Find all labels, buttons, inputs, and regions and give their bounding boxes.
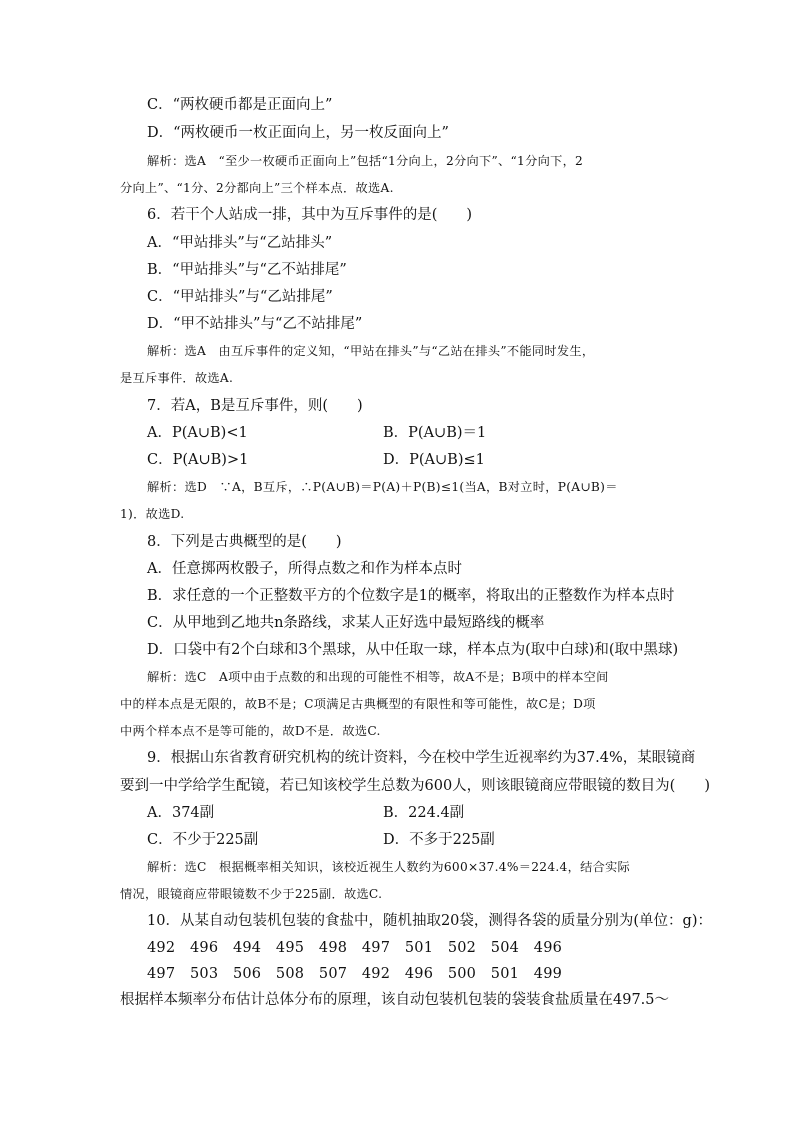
option-d-q5: D．“两枚硬币一枚正面向上，另一枚反面向上” — [147, 125, 449, 141]
option-c-q5: C．“两枚硬币都是正面向上” — [147, 97, 333, 113]
option-b-q9: B．224.4副 — [383, 805, 465, 821]
solution-q6-line2: 是互斥事件．故选A. — [120, 371, 234, 385]
solution-q5-line1: 解析：选A “至少一枚硬币正面向上”包括“1分向上，2分向下”、“1分向下，2 — [147, 154, 584, 168]
solution-q5-line2: 分向上”、“1分、2分都向上”三个样本点．故选A. — [120, 181, 394, 195]
solution-q6-line1: 解析：选A 由互斥事件的定义知，“甲站在排头”与“乙站在排头”不能同时发生， — [147, 344, 595, 358]
solution-q8-line3: 中两个样本点不是等可能的，故D不是．故选C. — [120, 724, 381, 738]
option-a-q8: A．任意掷两枚骰子，所得点数之和作为样本点时 — [147, 561, 462, 577]
solution-q8-line2: 中的样本点是无限的，故B不是；C项满足古典概型的有限性和等可能性，故C是；D项 — [120, 697, 596, 711]
option-a-q6: A．“甲站排头”与“乙站排头” — [147, 235, 333, 251]
solution-q7-line2: 1)．故选D. — [120, 507, 185, 521]
solution-q7-line1: 解析：选D ∵A，B互斥，∴P(A∪B)＝P(A)＋P(B)≤1(当A，B对立时，P(A∪B)＝ — [147, 480, 618, 494]
option-b-q7: B．P(A∪B)＝1 — [383, 425, 487, 441]
question-8: 8．下列是古典概型的是( ) — [147, 534, 342, 550]
question-7: 7．若A，B是互斥事件，则( ) — [147, 398, 363, 414]
option-b-q8: B．求任意的一个正整数平方的个位数字是1的概率，将取出的正整数作为样本点时 — [147, 588, 675, 604]
option-c-q8: C．从甲地到乙地共n条路线，求某人正好选中最短路线的概率 — [147, 615, 545, 631]
data-row-2: 497 503 506 508 507 492 496 500 501 499 — [147, 966, 563, 982]
option-a-q9: A．374副 — [147, 805, 215, 821]
question-10-line2: 根据样本频率分布估计总体分布的原理，该自动包装机包装的袋装食盐质量在497.5～ — [120, 992, 670, 1008]
data-row-1: 492 496 494 495 498 497 501 502 504 496 — [147, 940, 563, 956]
question-9-line2: 要到一中学给学生配镜，若已知该校学生总数为600人，则该眼镜商应带眼镜的数目为( ) — [120, 778, 710, 794]
question-10-line1: 10．从某自动包装机包装的食盐中，随机抽取20袋，测得各袋的质量分别为(单位：g)： — [147, 913, 712, 929]
option-d-q6: D．“甲不站排头”与“乙不站排尾” — [147, 316, 363, 332]
option-c-q6: C．“甲站排头”与“乙站排尾” — [147, 289, 333, 305]
solution-q9-line2: 情况，眼镜商应带眼镜数不少于225副．故选C. — [120, 887, 383, 901]
solution-q8-line1: 解析：选C A项中由于点数的和出现的可能性不相等，故A不是；B项中的样本空间 — [147, 670, 609, 684]
solution-q9-line1: 解析：选C 根据概率相关知识，该校近视生人数约为600×37.4%＝224.4，结合实际 — [147, 860, 631, 874]
option-c-q9: C．不少于225副 — [147, 832, 259, 848]
option-d-q9: D．不多于225副 — [383, 832, 495, 848]
option-d-q8: D．口袋中有2个白球和3个黑球，从中任取一球，样本点为(取中白球)和(取中黑球) — [147, 642, 679, 658]
option-a-q7: A．P(A∪B)<1 — [147, 425, 248, 441]
option-b-q6: B．“甲站排头”与“乙不站排尾” — [147, 262, 347, 278]
option-c-q7: C．P(A∪B)>1 — [147, 452, 249, 468]
option-d-q7: D．P(A∪B)≤1 — [383, 452, 485, 468]
question-9-line1: 9．根据山东省教育研究机构的统计资料，今在校中学生近视率约为37.4%，某眼镜商 — [147, 750, 696, 766]
question-6: 6．若干个人站成一排，其中为互斥事件的是( ) — [147, 207, 473, 223]
